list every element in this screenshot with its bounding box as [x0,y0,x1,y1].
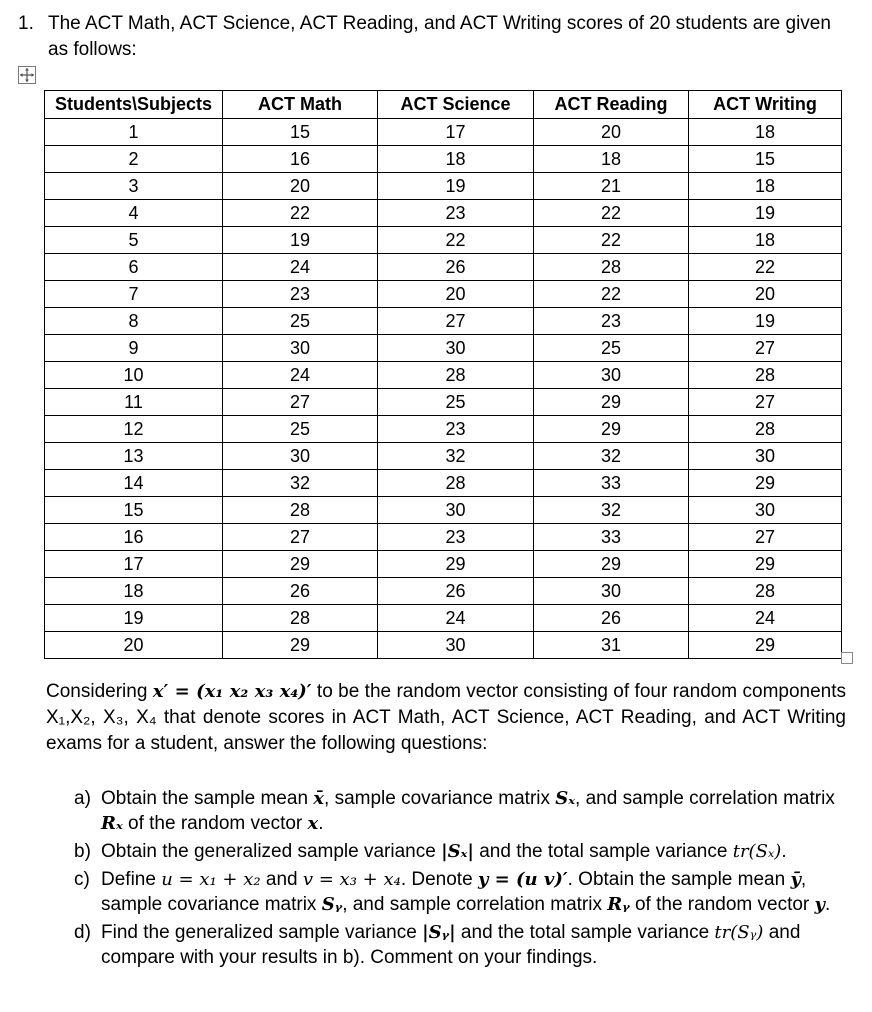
correlation-symbol: Rₓ [101,813,123,834]
text: . [825,894,831,915]
act-reading-cell: 22 [534,227,689,254]
table-move-handle-icon[interactable] [18,66,36,84]
act-writing-cell: 22 [689,254,842,281]
student-id-cell: 17 [45,551,223,578]
vector-symbol: x [307,813,319,834]
text: . [781,841,787,862]
covariance-symbol: Sₓ [555,788,576,809]
act-reading-cell: 29 [534,551,689,578]
act-reading-cell: 21 [534,173,689,200]
act-science-cell: 20 [378,281,534,308]
text: , and sample correlation matrix [342,894,608,915]
text: of the random vector [629,894,815,915]
act-reading-cell: 25 [534,335,689,362]
act-science-cell: 23 [378,200,534,227]
text: and the total sample variance [455,922,715,943]
act-reading-cell: 23 [534,308,689,335]
act-writing-cell: 27 [689,335,842,362]
y-correlation-symbol: Rᵧ [607,894,630,915]
sub-question-c [74,867,844,917]
table-row [45,173,842,200]
student-id-cell: 16 [45,524,223,551]
y-vector-symbol: y [814,894,825,915]
act-math-cell: 16 [223,146,378,173]
table-row [45,254,842,281]
act-science-cell: 29 [378,551,534,578]
sub-question-label: a) [74,788,91,809]
header-act-math: ACT Math [223,91,378,119]
table-row [45,308,842,335]
table-row [45,524,842,551]
table-row [45,119,842,146]
act-reading-cell: 33 [534,470,689,497]
act-math-cell: 28 [223,497,378,524]
act-science-cell: 26 [378,578,534,605]
act-math-cell: 29 [223,551,378,578]
act-math-cell: 20 [223,173,378,200]
act-math-cell: 25 [223,416,378,443]
act-reading-cell: 33 [534,524,689,551]
student-id-cell: 20 [45,632,223,659]
act-math-cell: 27 [223,524,378,551]
act-math-cell: 29 [223,632,378,659]
y-definition: y = (u v)′ [477,869,568,890]
student-id-cell: 11 [45,389,223,416]
act-math-cell: 25 [223,308,378,335]
act-science-cell: 23 [378,416,534,443]
table-row [45,200,842,227]
table-row [45,551,842,578]
table-row [45,632,842,659]
act-math-cell: 19 [223,227,378,254]
act-science-cell: 26 [378,254,534,281]
act-reading-cell: 29 [534,416,689,443]
random-vector-formula: x′ = (x₁ x₂ x₃ x₄)′ [152,681,312,702]
act-science-cell: 28 [378,470,534,497]
act-writing-cell: 29 [689,632,842,659]
text: , and sample correlation matrix [575,788,835,809]
table-row [45,146,842,173]
text: Obtain the sample mean [101,788,314,809]
act-writing-cell: 18 [689,227,842,254]
table-row [45,389,842,416]
table-row [45,578,842,605]
intro-text-2: to be the random vector consisting of four random components X₁,X₂, X₃, X₄ that denote scores in ACT Math, ACT Science, ACT Reading, and ACT Writing exams for a student, answer the following questions: [46,681,847,754]
table-row [45,497,842,524]
act-science-cell: 25 [378,389,534,416]
text: . [318,813,324,834]
act-writing-cell: 27 [689,524,842,551]
act-reading-cell: 22 [534,200,689,227]
act-writing-cell: 30 [689,443,842,470]
student-id-cell: 14 [45,470,223,497]
intro-text-1: Considering [46,681,153,702]
act-science-cell: 23 [378,524,534,551]
student-id-cell: 1 [45,119,223,146]
act-writing-cell: 20 [689,281,842,308]
act-math-cell: 15 [223,119,378,146]
table-resize-handle[interactable] [841,652,853,664]
act-science-cell: 30 [378,335,534,362]
act-math-cell: 26 [223,578,378,605]
table-row [45,362,842,389]
student-id-cell: 8 [45,308,223,335]
text: Obtain the generalized sample variance [101,841,442,862]
act-writing-cell: 18 [689,119,842,146]
act-math-cell: 22 [223,200,378,227]
header-act-writing: ACT Writing [689,91,842,119]
table-row [45,470,842,497]
header-act-science: ACT Science [378,91,534,119]
act-science-cell: 17 [378,119,534,146]
act-reading-cell: 22 [534,281,689,308]
scores-table [44,90,842,659]
text: . Denote [400,869,478,890]
student-id-cell: 12 [45,416,223,443]
act-writing-cell: 19 [689,308,842,335]
act-math-cell: 23 [223,281,378,308]
sub-question-label: c) [74,869,90,890]
table-header-row [45,91,842,119]
act-science-cell: 27 [378,308,534,335]
act-writing-cell: 28 [689,362,842,389]
act-reading-cell: 28 [534,254,689,281]
text: , sample covariance matrix [324,788,556,809]
student-id-cell: 7 [45,281,223,308]
act-math-cell: 30 [223,443,378,470]
table-row [45,335,842,362]
y-mean-symbol: ȳ [790,869,801,890]
text: and compare with your results in b). Comment on your findings. [101,922,801,968]
table-row [45,416,842,443]
text: of the random vector [122,813,308,834]
act-writing-cell: 28 [689,416,842,443]
act-reading-cell: 20 [534,119,689,146]
act-reading-cell: 29 [534,389,689,416]
sample-mean-symbol: x̄ [313,788,325,809]
act-writing-cell: 29 [689,470,842,497]
act-reading-cell: 31 [534,632,689,659]
sub-question-a [74,786,844,836]
y-generalized-variance-symbol: |Sᵧ| [422,922,456,943]
act-science-cell: 19 [378,173,534,200]
act-science-cell: 18 [378,146,534,173]
text: and [260,869,303,890]
student-id-cell: 18 [45,578,223,605]
act-math-cell: 24 [223,362,378,389]
act-reading-cell: 18 [534,146,689,173]
sub-question-d [74,920,844,970]
act-writing-cell: 15 [689,146,842,173]
act-science-cell: 32 [378,443,534,470]
act-writing-cell: 18 [689,173,842,200]
header-act-reading: ACT Reading [534,91,689,119]
generalized-variance-symbol: |Sₓ| [441,841,474,862]
text: , sample covariance matrix [101,869,807,915]
act-reading-cell: 30 [534,362,689,389]
table-row [45,605,842,632]
sub-questions [74,786,844,973]
student-id-cell: 19 [45,605,223,632]
text: Define [101,869,162,890]
student-id-cell: 10 [45,362,223,389]
act-science-cell: 30 [378,497,534,524]
act-science-cell: 22 [378,227,534,254]
sub-question-label: b) [74,841,91,862]
act-reading-cell: 32 [534,443,689,470]
intro-paragraph [46,679,846,757]
sub-question-b [74,839,844,864]
student-id-cell: 9 [45,335,223,362]
act-reading-cell: 30 [534,578,689,605]
y-covariance-symbol: Sᵧ [321,894,343,915]
text: Find the generalized sample variance [101,922,423,943]
y-total-variance-symbol: tr(Sᵧ) [714,922,764,943]
act-science-cell: 24 [378,605,534,632]
act-math-cell: 24 [223,254,378,281]
student-id-cell: 5 [45,227,223,254]
v-definition: v = x₃ + x₄ [302,869,401,890]
u-definition: u = x₁ + x₂ [161,869,261,890]
student-id-cell: 13 [45,443,223,470]
act-writing-cell: 30 [689,497,842,524]
act-writing-cell: 29 [689,551,842,578]
act-science-cell: 30 [378,632,534,659]
student-id-cell: 3 [45,173,223,200]
act-reading-cell: 32 [534,497,689,524]
act-reading-cell: 26 [534,605,689,632]
header-students: Students\Subjects [45,91,223,119]
act-science-cell: 28 [378,362,534,389]
text: and the total sample variance [473,841,733,862]
act-math-cell: 30 [223,335,378,362]
student-id-cell: 4 [45,200,223,227]
table-row [45,443,842,470]
table-row [45,227,842,254]
act-math-cell: 32 [223,470,378,497]
act-writing-cell: 24 [689,605,842,632]
question-text: The ACT Math, ACT Science, ACT Reading, and ACT Writing scores of 20 students are given as follows: [48,13,831,60]
student-id-cell: 2 [45,146,223,173]
student-id-cell: 6 [45,254,223,281]
text: . Obtain the sample mean [567,869,791,890]
question-number: 1. [18,13,34,34]
act-writing-cell: 28 [689,578,842,605]
sub-question-label: d) [74,922,91,943]
total-variance-symbol: tr(Sₓ) [732,841,782,862]
student-id-cell: 15 [45,497,223,524]
act-writing-cell: 27 [689,389,842,416]
act-writing-cell: 19 [689,200,842,227]
act-math-cell: 28 [223,605,378,632]
table-row [45,281,842,308]
act-math-cell: 27 [223,389,378,416]
